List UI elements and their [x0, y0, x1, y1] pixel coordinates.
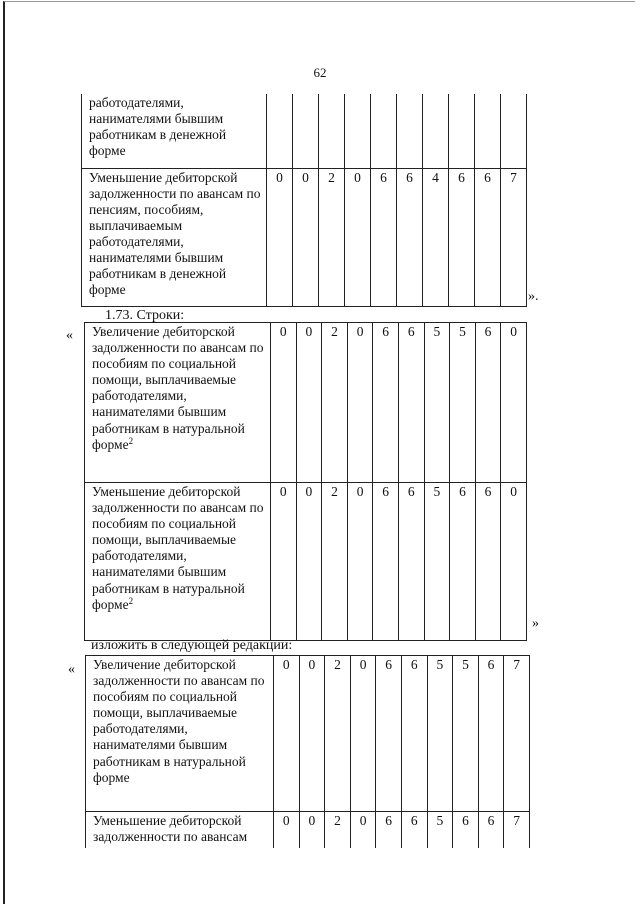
code-digit: 0 [299, 812, 325, 848]
code-digit [345, 94, 371, 168]
new-edition-text: изложить в следующей редакции: [91, 638, 293, 653]
row-label: Уменьшение дебиторской задолженности по авансам по пенсиям, пособиям, выплачиваемым работодателями, нанимателями бывшим работникам в денежной форме [82, 168, 267, 306]
code-digit [501, 94, 527, 168]
table-row [86, 656, 530, 812]
table-previous [81, 94, 527, 307]
code-digit: 2 [322, 483, 348, 641]
code-digit [423, 94, 449, 168]
code-digit: 0 [271, 483, 297, 641]
code-digit: 5 [427, 812, 453, 848]
code-digit: 6 [450, 483, 476, 641]
table-row [82, 94, 527, 168]
code-digit: 7 [504, 812, 530, 848]
code-digit: 6 [373, 483, 399, 641]
row-label: Увеличение дебиторской задолженности по авансам по пособиям по социальной помощи, выплачиваемые работодателями, нанимателями бывшим работникам в натуральной форме$^2$ [85, 323, 271, 483]
code-digit [371, 94, 397, 168]
table-new-rows [85, 655, 530, 848]
code-digit: 7 [501, 168, 527, 306]
closing-quote: ». [528, 289, 539, 304]
code-digit: 2 [319, 168, 345, 306]
code-digit [449, 94, 475, 168]
code-digit: 0 [296, 483, 322, 641]
code-digit: 4 [423, 168, 449, 306]
code-digit: 6 [397, 168, 423, 306]
code-digit: 0 [501, 483, 527, 641]
code-digit: 0 [347, 323, 373, 483]
code-digit: 5 [427, 656, 453, 812]
code-digit: 0 [293, 168, 319, 306]
code-digit: 5 [453, 656, 479, 812]
code-digit: 6 [398, 323, 424, 483]
code-digit: 6 [475, 323, 501, 483]
footnote-mark: 2 [128, 435, 134, 446]
code-digit [267, 94, 293, 168]
code-digit: 0 [501, 323, 527, 483]
code-digit [293, 94, 319, 168]
table-row [82, 168, 527, 306]
code-digit: 0 [296, 323, 322, 483]
code-digit: 5 [450, 323, 476, 483]
code-digit: 2 [325, 812, 351, 848]
page-number: 62 [313, 65, 327, 80]
document-page [3, 1, 635, 904]
opening-quote: « [66, 328, 73, 343]
code-digit: 0 [299, 656, 325, 812]
code-digit: 6 [371, 168, 397, 306]
code-digit: 0 [267, 168, 293, 306]
code-digit: 0 [274, 656, 300, 812]
row-label: Уменьшение дебиторской задолженности по авансам по пособиям по социальной помощи, выплачиваемые работодателями, нанимателями бывшим работникам в натуральной форме$^2$ [85, 483, 271, 641]
code-digit: 0 [271, 323, 297, 483]
code-digit: 6 [475, 483, 501, 641]
code-digit: 0 [347, 483, 373, 641]
code-digit: 6 [453, 812, 479, 848]
code-digit: 6 [449, 168, 475, 306]
code-digit: 6 [376, 656, 402, 812]
row-label: работодателями, нанимателями бывшим работникам в денежной форме [82, 94, 267, 168]
closing-quote: » [532, 616, 539, 631]
code-digit: 0 [345, 168, 371, 306]
footnote-mark: 2 [128, 595, 134, 606]
code-digit: 6 [376, 812, 402, 848]
table-row [85, 323, 527, 483]
code-digit [397, 94, 423, 168]
code-digit: 6 [401, 656, 427, 812]
code-digit: 6 [401, 812, 427, 848]
code-digit: 7 [504, 656, 530, 812]
code-digit [475, 94, 501, 168]
code-digit: 5 [424, 323, 450, 483]
code-digit: 2 [325, 656, 351, 812]
code-digit: 0 [350, 812, 376, 848]
code-digit: 6 [478, 812, 504, 848]
code-digit: 6 [475, 168, 501, 306]
code-digit: 2 [322, 323, 348, 483]
table-row [86, 812, 530, 848]
item-heading: 1.73. Строки: [105, 308, 185, 323]
code-digit: 5 [424, 483, 450, 641]
code-digit: 6 [398, 483, 424, 641]
table-row [85, 483, 527, 641]
code-digit: 0 [350, 656, 376, 812]
row-label: Увеличение дебиторской задолженности по авансам по пособиям по социальной помощи, выплачиваемые работодателями, нанимателями бывшим работникам в натуральной форме [86, 656, 274, 812]
code-digit [319, 94, 345, 168]
code-digit: 6 [478, 656, 504, 812]
opening-quote: « [68, 662, 75, 677]
code-digit: 0 [274, 812, 300, 848]
row-label: Уменьшение дебиторской задолженности по авансам [86, 812, 274, 848]
code-digit: 6 [373, 323, 399, 483]
table-old-rows [84, 322, 527, 641]
